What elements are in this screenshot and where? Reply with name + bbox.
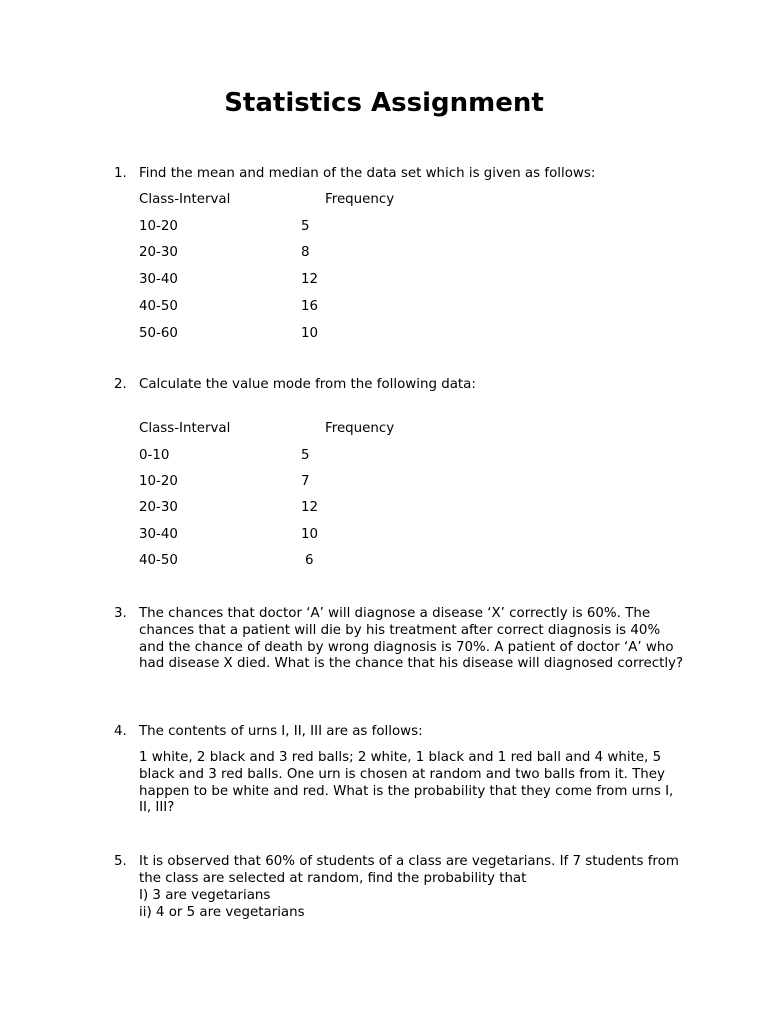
table-header-class-interval: Class-Interval	[139, 192, 231, 207]
table-cell-frequency: 16	[301, 299, 319, 314]
sub-item: I) 3 are vegetarians	[139, 888, 271, 903]
question-number: 4.	[114, 724, 127, 739]
table-cell-frequency: 12	[301, 500, 319, 515]
table-cell-frequency: 5	[301, 219, 310, 234]
question-text: Find the mean and median of the data set which is given as follows:	[139, 166, 596, 181]
question-text: The contents of urns I, II, III are as follows:	[139, 724, 423, 739]
question-text: Calculate the value mode from the following data:	[139, 377, 476, 392]
table-cell-interval: 30-40	[139, 272, 178, 287]
document-title: Statistics Assignment	[224, 88, 544, 118]
table-cell-interval: 20-30	[139, 245, 178, 260]
table-cell-frequency: 12	[301, 272, 319, 287]
table-cell-frequency: 8	[301, 245, 310, 260]
table-cell-interval: 20-30	[139, 500, 178, 515]
table-cell-interval: 40-50	[139, 299, 178, 314]
table-header-class-interval: Class-Interval	[139, 421, 231, 436]
sub-item: ii) 4 or 5 are vegetarians	[139, 905, 305, 920]
table-cell-interval: 40-50	[139, 553, 178, 568]
question-text: It is observed that 60% of students of a class are vegetarians. If 7 students from the class are selected at random, find the probability that	[139, 854, 679, 886]
question-number: 3.	[114, 606, 127, 621]
question-number: 1.	[114, 166, 127, 181]
table-cell-frequency: 7	[301, 474, 310, 489]
table-cell-frequency: 5	[301, 448, 310, 463]
table-cell-interval: 0-10	[139, 448, 170, 463]
question-text: The chances that doctor ‘A’ will diagnose a disease ‘X’ correctly is 60%. The chances that a patient will die by his treatment after correct diagnosis is 40% and the chance of death by wrong diagnosis is 70%. A patient of doctor ‘A’ who had disease X died. What is the chance that his disease will diagnosed correctly?	[139, 606, 684, 672]
table-cell-interval: 30-40	[139, 527, 178, 542]
question-number: 5.	[114, 854, 127, 869]
table-header-frequency: Frequency	[325, 421, 395, 436]
table-cell-interval: 10-20	[139, 219, 178, 234]
table-header-frequency: Frequency	[325, 192, 395, 207]
table-cell-interval: 50-60	[139, 326, 178, 341]
table-cell-frequency: 10	[301, 527, 319, 542]
table-cell-frequency: 10	[301, 326, 319, 341]
table-cell-frequency: 6	[305, 553, 314, 568]
question-number: 2.	[114, 377, 127, 392]
table-cell-interval: 10-20	[139, 474, 178, 489]
question-detail-text: 1 white, 2 black and 3 red balls; 2 white, 1 black and 1 red ball and 4 white, 5 black and 3 red balls. One urn is chosen at random and two balls from it. They happen to be white and red. What is the probability that they come from urns I, II, III?	[139, 750, 674, 816]
